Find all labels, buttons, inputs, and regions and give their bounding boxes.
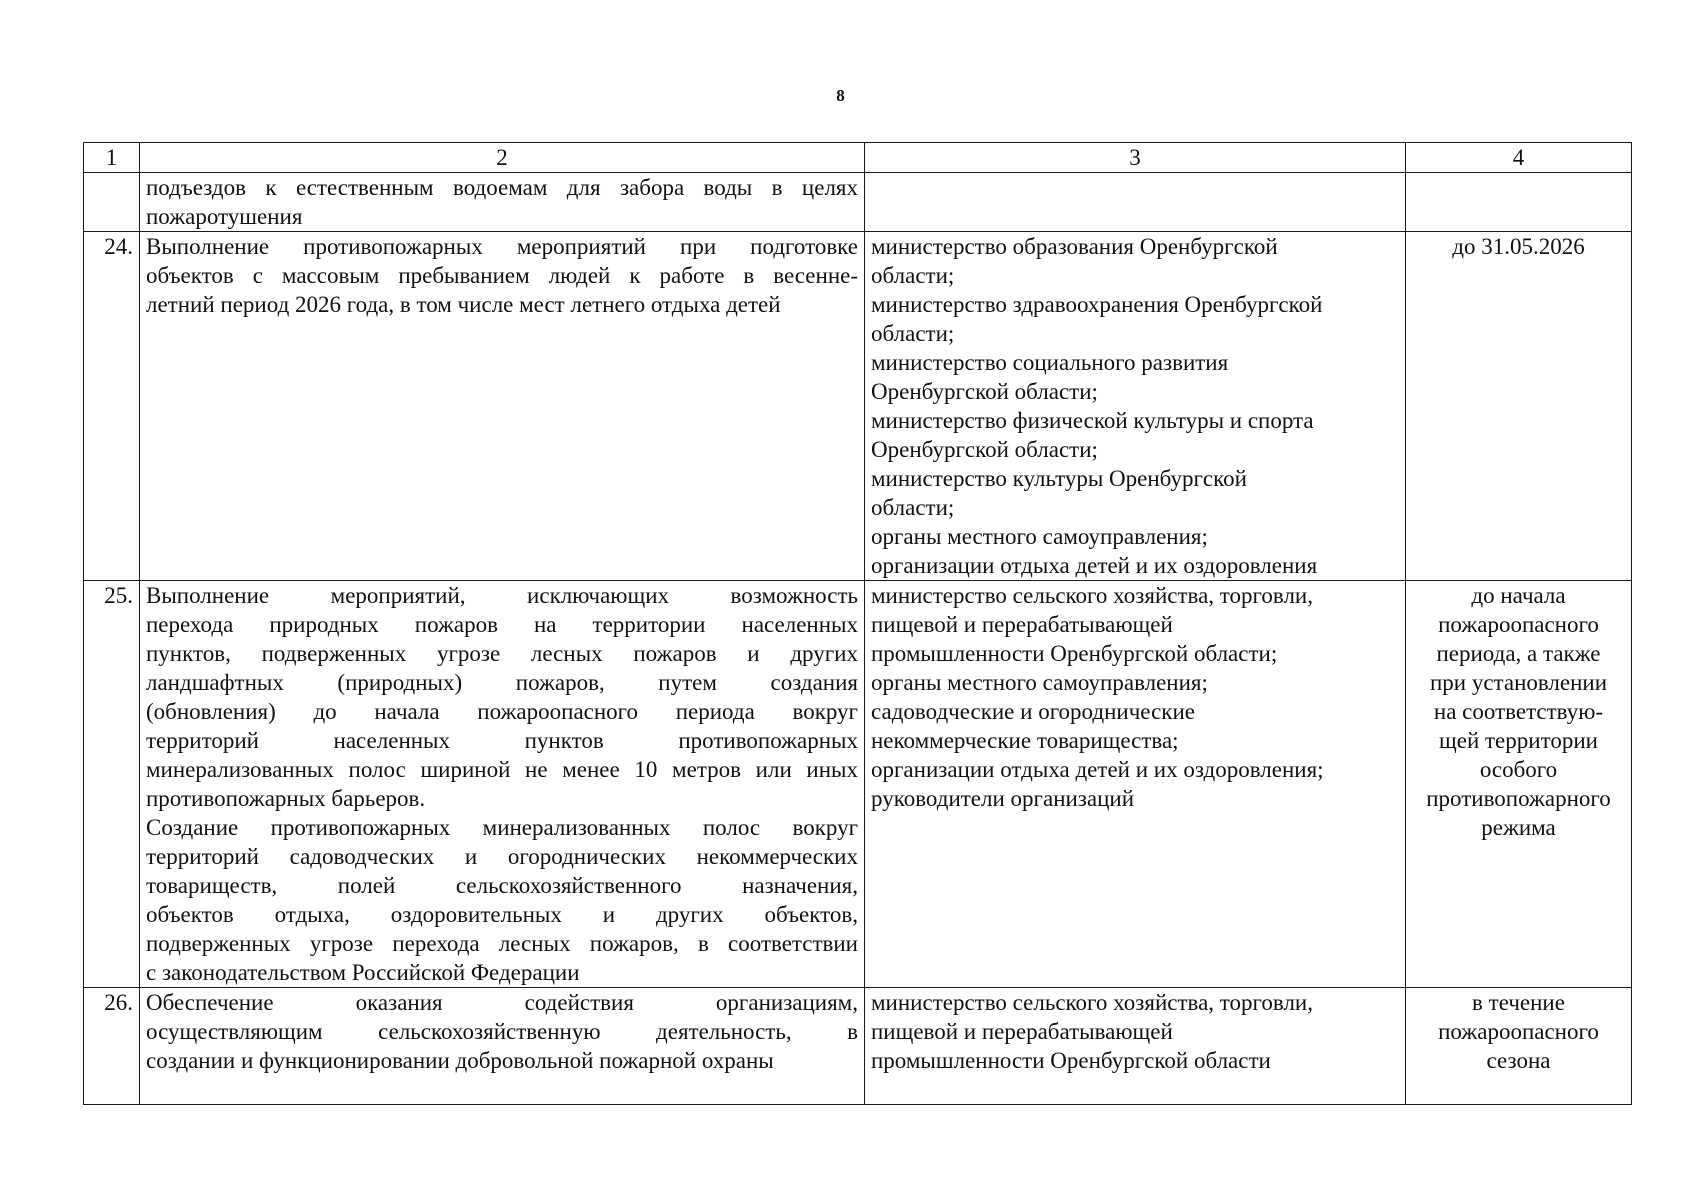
text-line: Выполнение мероприятий, исключающих возможность <box>146 583 858 608</box>
executor-line: области; <box>871 263 955 288</box>
text-line: пунктов, подверженных угрозе лесных пожаров и других <box>146 641 858 666</box>
text-line: ландшафтных (природных) пожаров, путем создания <box>146 670 858 695</box>
deadline-line: режима <box>1481 815 1556 840</box>
deadline-line: противопожарного <box>1426 786 1611 811</box>
text-line: (обновления) до начала пожароопасного периода вокруг <box>146 699 858 724</box>
deadline-line: особого <box>1479 757 1558 782</box>
text-line: Выполнение противопожарных мероприятий при подготовке <box>146 234 858 259</box>
executor-line: министерство социального развития <box>871 350 1229 375</box>
executor-line: органы местного самоуправления; <box>871 524 1208 549</box>
executor-line: министерство физической культуры и спорта <box>871 408 1314 433</box>
text-line: территорий садоводческих и огороднических некоммерческих <box>146 844 858 869</box>
text-line: объектов с массовым пребыванием людей к работе в весенне- <box>146 263 858 288</box>
deadline-line: периода, а также <box>1436 641 1601 666</box>
row-number: 25. <box>84 581 140 988</box>
text-line: перехода природных пожаров на территории населенных <box>146 612 858 637</box>
text-line: осуществляющим сельскохозяйственную деятельность, в <box>146 1019 858 1044</box>
table-row <box>84 232 1632 581</box>
executor-line: пищевой и перерабатывающей <box>871 612 1173 637</box>
executor-line: министерство образования Оренбургской <box>871 234 1278 259</box>
executor-line: организации отдыха детей и их оздоровления; <box>871 757 1324 782</box>
text-line: подверженных угрозе перехода лесных пожаров, в соответствии <box>146 931 858 956</box>
executors-cell <box>865 581 1406 988</box>
text-line: территорий населенных пунктов противопожарных <box>146 728 858 753</box>
text-line: Создание противопожарных минерализованных полос вокруг <box>146 815 858 840</box>
executor-line: Оренбургской области; <box>871 379 1098 404</box>
executor-line: области; <box>871 495 955 520</box>
executor-line: органы местного самоуправления; <box>871 670 1208 695</box>
measure-description <box>140 988 865 1105</box>
row-number: 26. <box>84 988 140 1105</box>
header-cell: 1 <box>84 143 140 173</box>
measure-description <box>140 173 865 232</box>
executor-line: садоводческие и огороднические <box>871 699 1195 724</box>
deadline-line: пожароопасного <box>1438 612 1599 637</box>
executors-cell <box>865 232 1406 581</box>
text-line: противопожарных барьеров. <box>146 786 426 811</box>
executor-line: министерство сельского хозяйства, торговли, <box>871 583 1313 608</box>
executor-line: области; <box>871 321 955 346</box>
measure-description <box>140 581 865 988</box>
text-line: летний период 2026 года, в том числе мест летнего отдыха детей <box>146 292 781 317</box>
table-row <box>84 581 1632 988</box>
executor-line: промышленности Оренбургской области <box>871 1048 1271 1073</box>
executor-line: руководители организаций <box>871 786 1135 811</box>
text-line: создании и функционировании добровольной пожарной охраны <box>146 1048 774 1073</box>
executor-line: организации отдыха детей и их оздоровления <box>871 553 1318 578</box>
executor-line: пищевой и перерабатывающей <box>871 1019 1173 1044</box>
row-number <box>84 173 140 232</box>
deadline-line: при установлении <box>1429 670 1608 695</box>
executor-line: промышленности Оренбургской области; <box>871 641 1278 666</box>
text-line: подъездов к естественным водоемам для забора воды в целях <box>146 175 858 200</box>
text-line: пожаротушения <box>146 204 303 229</box>
deadline-cell <box>1406 581 1632 988</box>
deadline-line: до начала <box>1471 583 1566 608</box>
measures-table <box>83 142 1632 1105</box>
deadline-cell <box>1406 988 1632 1105</box>
header-cell: 4 <box>1406 143 1632 173</box>
deadline-line: сезона <box>1486 1048 1551 1073</box>
measure-description <box>140 232 865 581</box>
header-cell: 3 <box>865 143 1406 173</box>
text-line: с законодательством Российской Федерации <box>146 960 580 985</box>
table-row <box>84 173 1632 232</box>
executor-line: министерство культуры Оренбургской <box>871 466 1247 491</box>
deadline-cell: до 31.05.2026 <box>1406 232 1632 581</box>
header-cell: 2 <box>140 143 865 173</box>
deadline-line: щей территории <box>1439 728 1598 753</box>
text-line: товариществ, полей сельскохозяйственного назначения, <box>146 873 858 898</box>
text-line: минерализованных полос шириной не менее 10 метров или иных <box>146 757 858 782</box>
deadline-line: пожароопасного <box>1438 1019 1599 1044</box>
executor-line: министерство здравоохранения Оренбургской <box>871 292 1323 317</box>
deadline-line: на соответствую- <box>1433 699 1604 724</box>
text-line: Обеспечение оказания содействия организациям, <box>146 990 858 1015</box>
table-row <box>84 988 1632 1105</box>
row-number: 24. <box>84 232 140 581</box>
text-line: объектов отдыха, оздоровительных и других объектов, <box>146 902 858 927</box>
executor-line: Оренбургской области; <box>871 437 1098 462</box>
executors-cell <box>865 988 1406 1105</box>
executors-cell <box>865 173 1406 232</box>
deadline-line: в течение <box>1472 990 1565 1015</box>
page-number: 8 <box>836 86 845 105</box>
deadline-cell <box>1406 173 1632 232</box>
table-header-row <box>84 143 1632 173</box>
executor-line: некоммерческие товарищества; <box>871 728 1179 753</box>
executor-line: министерство сельского хозяйства, торговли, <box>871 990 1313 1015</box>
